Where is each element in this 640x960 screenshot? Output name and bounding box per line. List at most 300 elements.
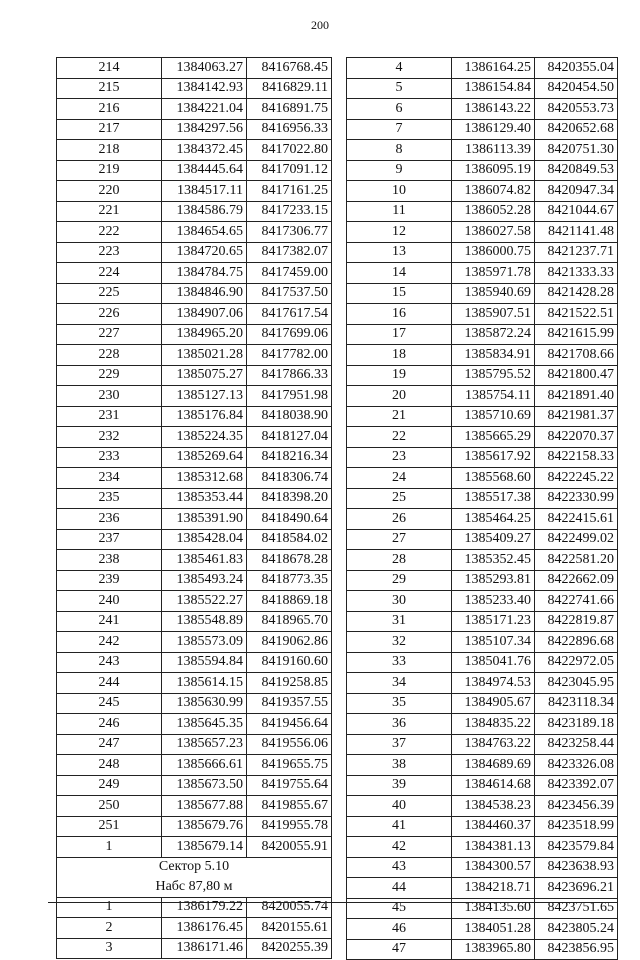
- coordinates-block-lower: [57, 897, 332, 959]
- coord-y: 8422896.68: [535, 632, 618, 653]
- coord-x: 1386027.58: [452, 222, 535, 243]
- point-number: 220: [57, 181, 162, 202]
- point-number: 31: [347, 611, 452, 632]
- table-row: [347, 611, 618, 632]
- point-number: 244: [57, 673, 162, 694]
- coord-x: 1385907.51: [452, 304, 535, 325]
- table-row: [347, 673, 618, 694]
- table-row: [57, 693, 332, 714]
- table-row: [57, 837, 332, 858]
- point-number: 13: [347, 242, 452, 263]
- table-row: [347, 652, 618, 673]
- coord-x: 1384586.79: [162, 201, 247, 222]
- point-number: 6: [347, 99, 452, 120]
- sector-title: Сектор 5.10: [57, 857, 332, 877]
- table-row: [57, 632, 332, 653]
- table-row: [57, 283, 332, 304]
- coord-y: 8423456.39: [535, 796, 618, 817]
- table-row: [347, 755, 618, 776]
- coord-y: 8417699.06: [247, 324, 332, 345]
- point-number: 37: [347, 734, 452, 755]
- coord-x: 1386143.22: [452, 99, 535, 120]
- coord-y: 8420355.04: [535, 58, 618, 79]
- coord-y: 8417459.00: [247, 263, 332, 284]
- coord-y: 8419456.64: [247, 714, 332, 735]
- point-number: 36: [347, 714, 452, 735]
- point-number: 12: [347, 222, 452, 243]
- coord-y: 8422581.20: [535, 550, 618, 571]
- coord-y: 8420055.91: [247, 837, 332, 858]
- coord-y: 8420751.30: [535, 140, 618, 161]
- coord-x: 1385614.15: [162, 673, 247, 694]
- table-row: [347, 386, 618, 407]
- coord-y: 8422415.61: [535, 509, 618, 530]
- table-row: [57, 509, 332, 530]
- point-number: 32: [347, 632, 452, 653]
- table-row: [57, 938, 332, 959]
- coord-y: 8419357.55: [247, 693, 332, 714]
- point-number: 17: [347, 324, 452, 345]
- table-row: [347, 119, 618, 140]
- point-number: 248: [57, 755, 162, 776]
- coord-x: 1384372.45: [162, 140, 247, 161]
- point-number: 224: [57, 263, 162, 284]
- coord-y: 8422158.33: [535, 447, 618, 468]
- table-row: [347, 304, 618, 325]
- coord-y: 8423638.93: [535, 857, 618, 878]
- table-row: [57, 365, 332, 386]
- sector-height: Набс 87,80 м: [57, 877, 332, 897]
- table-row: [57, 550, 332, 571]
- table-row: [57, 99, 332, 120]
- coord-y: 8417091.12: [247, 160, 332, 181]
- coord-x: 1385353.44: [162, 488, 247, 509]
- point-number: 5: [347, 78, 452, 99]
- table-row: [347, 222, 618, 243]
- table-row: [347, 591, 618, 612]
- point-number: 246: [57, 714, 162, 735]
- point-number: 1: [57, 897, 162, 918]
- point-number: 232: [57, 427, 162, 448]
- table-row: [347, 365, 618, 386]
- point-number: 42: [347, 837, 452, 858]
- point-number: 10: [347, 181, 452, 202]
- table-row: [347, 242, 618, 263]
- coord-y: 8423805.24: [535, 919, 618, 940]
- point-number: 214: [57, 58, 162, 79]
- table-row: [57, 775, 332, 796]
- coord-x: 1384689.69: [452, 755, 535, 776]
- coord-x: 1386171.46: [162, 938, 247, 959]
- table-row: [57, 488, 332, 509]
- table-row: [347, 324, 618, 345]
- coord-y: 8422662.09: [535, 570, 618, 591]
- coord-x: 1385568.60: [452, 468, 535, 489]
- table-row: [57, 304, 332, 325]
- coord-y: 8417866.33: [247, 365, 332, 386]
- coord-x: 1384381.13: [452, 837, 535, 858]
- point-number: 40: [347, 796, 452, 817]
- table-row: [57, 345, 332, 366]
- point-number: 218: [57, 140, 162, 161]
- bottom-rule: [48, 902, 618, 903]
- table-row: [57, 140, 332, 161]
- coord-x: 1384907.06: [162, 304, 247, 325]
- table-row: [57, 447, 332, 468]
- coord-y: 8419160.60: [247, 652, 332, 673]
- coord-y: 8418398.20: [247, 488, 332, 509]
- coord-y: 8421522.51: [535, 304, 618, 325]
- page-number: 200: [311, 18, 329, 32]
- point-number: 22: [347, 427, 452, 448]
- coord-x: 1384538.23: [452, 796, 535, 817]
- point-number: 234: [57, 468, 162, 489]
- point-number: 223: [57, 242, 162, 263]
- sector-header: [57, 857, 332, 897]
- point-number: 221: [57, 201, 162, 222]
- point-number: 4: [347, 58, 452, 79]
- coord-y: 8420947.34: [535, 181, 618, 202]
- table-row: [347, 406, 618, 427]
- coord-x: 1384517.11: [162, 181, 247, 202]
- coord-y: 8417022.80: [247, 140, 332, 161]
- table-row: [57, 591, 332, 612]
- coord-x: 1386176.45: [162, 918, 247, 939]
- coord-x: 1385224.35: [162, 427, 247, 448]
- table-row: [57, 918, 332, 939]
- coord-x: 1384846.90: [162, 283, 247, 304]
- table-row: [57, 714, 332, 735]
- table-row: [57, 324, 332, 345]
- coord-x: 1386154.84: [452, 78, 535, 99]
- coord-x: 1384221.04: [162, 99, 247, 120]
- coord-y: 8417161.25: [247, 181, 332, 202]
- point-number: 34: [347, 673, 452, 694]
- point-number: 241: [57, 611, 162, 632]
- coordinates-table-right: [346, 57, 618, 960]
- coord-x: 1385409.27: [452, 529, 535, 550]
- table-row: [57, 242, 332, 263]
- coord-x: 1384460.37: [452, 816, 535, 837]
- coord-x: 1385293.81: [452, 570, 535, 591]
- coord-x: 1385548.89: [162, 611, 247, 632]
- table-row: [57, 796, 332, 817]
- coord-x: 1386052.28: [452, 201, 535, 222]
- point-number: 19: [347, 365, 452, 386]
- table-row: [347, 78, 618, 99]
- table-row: [57, 673, 332, 694]
- coord-x: 1385872.24: [452, 324, 535, 345]
- table-row: [57, 734, 332, 755]
- coord-x: 1385269.64: [162, 447, 247, 468]
- point-number: 250: [57, 796, 162, 817]
- point-number: 239: [57, 570, 162, 591]
- coord-y: 8421708.66: [535, 345, 618, 366]
- point-number: 46: [347, 919, 452, 940]
- point-number: 15: [347, 283, 452, 304]
- coord-x: 1385428.04: [162, 529, 247, 550]
- coord-y: 8422499.02: [535, 529, 618, 550]
- coord-y: 8418216.34: [247, 447, 332, 468]
- table-row: [347, 919, 618, 940]
- coord-x: 1385971.78: [452, 263, 535, 284]
- table-row: [347, 857, 618, 878]
- table-row: [57, 119, 332, 140]
- coord-y: 8419655.75: [247, 755, 332, 776]
- table-row: [347, 201, 618, 222]
- table-row: [347, 632, 618, 653]
- point-number: 217: [57, 119, 162, 140]
- coord-y: 8417951.98: [247, 386, 332, 407]
- point-number: 231: [57, 406, 162, 427]
- coord-x: 1385754.11: [452, 386, 535, 407]
- coord-y: 8418306.74: [247, 468, 332, 489]
- coord-y: 8422245.22: [535, 468, 618, 489]
- coord-x: 1384784.75: [162, 263, 247, 284]
- coord-y: 8419258.85: [247, 673, 332, 694]
- table-row: [347, 99, 618, 120]
- coordinates-table-left: [56, 57, 332, 959]
- coord-x: 1385710.69: [452, 406, 535, 427]
- coord-x: 1386074.82: [452, 181, 535, 202]
- coord-y: 8420454.50: [535, 78, 618, 99]
- point-number: 236: [57, 509, 162, 530]
- table-row: [57, 58, 332, 79]
- coord-x: 1384218.71: [452, 878, 535, 899]
- point-number: 3: [57, 938, 162, 959]
- point-number: 235: [57, 488, 162, 509]
- coord-x: 1385517.38: [452, 488, 535, 509]
- point-number: 240: [57, 591, 162, 612]
- coord-x: 1384051.28: [452, 919, 535, 940]
- coord-y: 8423579.84: [535, 837, 618, 858]
- coord-x: 1384142.93: [162, 78, 247, 99]
- point-number: 243: [57, 652, 162, 673]
- coord-y: 8418773.35: [247, 570, 332, 591]
- point-number: 225: [57, 283, 162, 304]
- coord-y: 8418869.18: [247, 591, 332, 612]
- point-number: 2: [57, 918, 162, 939]
- point-number: 247: [57, 734, 162, 755]
- coord-y: 8422972.05: [535, 652, 618, 673]
- point-number: 27: [347, 529, 452, 550]
- coord-y: 8423118.34: [535, 693, 618, 714]
- point-number: 39: [347, 775, 452, 796]
- table-row: [57, 755, 332, 776]
- coord-y: 8423258.44: [535, 734, 618, 755]
- coord-y: 8423326.08: [535, 755, 618, 776]
- coord-y: 8422741.66: [535, 591, 618, 612]
- coord-y: 8423856.95: [535, 939, 618, 960]
- coord-x: 1386129.40: [452, 119, 535, 140]
- table-row: [57, 78, 332, 99]
- coord-y: 8418127.04: [247, 427, 332, 448]
- coord-y: 8421615.99: [535, 324, 618, 345]
- point-number: 222: [57, 222, 162, 243]
- point-number: 29: [347, 570, 452, 591]
- coordinates-block-right: [347, 58, 618, 960]
- table-row: [347, 283, 618, 304]
- table-row: [57, 263, 332, 284]
- table-row: [57, 611, 332, 632]
- coord-y: 8420055.74: [247, 897, 332, 918]
- coord-y: 8418965.70: [247, 611, 332, 632]
- coord-y: 8417233.15: [247, 201, 332, 222]
- table-row: [347, 345, 618, 366]
- coord-x: 1385075.27: [162, 365, 247, 386]
- point-number: 7: [347, 119, 452, 140]
- point-number: 227: [57, 324, 162, 345]
- point-number: 216: [57, 99, 162, 120]
- table-row: [347, 734, 618, 755]
- table-row: [347, 529, 618, 550]
- point-number: 44: [347, 878, 452, 899]
- table-row: [347, 816, 618, 837]
- coord-y: 8423045.95: [535, 673, 618, 694]
- coord-y: 8418490.64: [247, 509, 332, 530]
- coord-x: 1384654.65: [162, 222, 247, 243]
- coord-x: 1385107.34: [452, 632, 535, 653]
- point-number: 18: [347, 345, 452, 366]
- point-number: 229: [57, 365, 162, 386]
- coord-x: 1386179.22: [162, 897, 247, 918]
- table-row: [347, 693, 618, 714]
- table-row: [347, 939, 618, 960]
- point-number: 35: [347, 693, 452, 714]
- coord-x: 1385041.76: [452, 652, 535, 673]
- point-number: 9: [347, 160, 452, 181]
- coord-x: 1385666.61: [162, 755, 247, 776]
- table-row: [57, 427, 332, 448]
- coord-y: 8421891.40: [535, 386, 618, 407]
- coord-x: 1385679.14: [162, 837, 247, 858]
- coord-x: 1385171.23: [452, 611, 535, 632]
- coord-x: 1386113.39: [452, 140, 535, 161]
- table-row: [347, 796, 618, 817]
- point-number: 26: [347, 509, 452, 530]
- coord-x: 1385617.92: [452, 447, 535, 468]
- coord-x: 1385645.35: [162, 714, 247, 735]
- point-number: 228: [57, 345, 162, 366]
- table-row: [347, 714, 618, 735]
- point-number: 11: [347, 201, 452, 222]
- coord-y: 8423518.99: [535, 816, 618, 837]
- point-number: 238: [57, 550, 162, 571]
- table-row: [57, 468, 332, 489]
- point-number: 237: [57, 529, 162, 550]
- point-number: 251: [57, 816, 162, 837]
- table-row: [347, 58, 618, 79]
- coord-y: 8419062.86: [247, 632, 332, 653]
- point-number: 1: [57, 837, 162, 858]
- coord-y: 8417382.07: [247, 242, 332, 263]
- coord-x: 1384965.20: [162, 324, 247, 345]
- point-number: 25: [347, 488, 452, 509]
- coord-x: 1384905.67: [452, 693, 535, 714]
- point-number: 230: [57, 386, 162, 407]
- point-number: 45: [347, 898, 452, 919]
- coord-y: 8416956.33: [247, 119, 332, 140]
- coord-y: 8418678.28: [247, 550, 332, 571]
- point-number: 21: [347, 406, 452, 427]
- table-row: [57, 406, 332, 427]
- coord-x: 1385522.27: [162, 591, 247, 612]
- point-number: 14: [347, 263, 452, 284]
- point-number: 47: [347, 939, 452, 960]
- coord-y: 8420255.39: [247, 938, 332, 959]
- coord-x: 1384300.57: [452, 857, 535, 878]
- coord-y: 8423392.07: [535, 775, 618, 796]
- coord-x: 1384297.56: [162, 119, 247, 140]
- coord-x: 1385677.88: [162, 796, 247, 817]
- coord-y: 8421981.37: [535, 406, 618, 427]
- table-row: [347, 468, 618, 489]
- table-row: [347, 447, 618, 468]
- coord-x: 1384763.22: [452, 734, 535, 755]
- table-row: [57, 201, 332, 222]
- coord-y: 8416768.45: [247, 58, 332, 79]
- coord-y: 8419855.67: [247, 796, 332, 817]
- coord-y: 8420652.68: [535, 119, 618, 140]
- coord-x: 1385127.13: [162, 386, 247, 407]
- coord-x: 1385312.68: [162, 468, 247, 489]
- coord-y: 8416829.11: [247, 78, 332, 99]
- point-number: 24: [347, 468, 452, 489]
- point-number: 226: [57, 304, 162, 325]
- coord-x: 1385021.28: [162, 345, 247, 366]
- coord-x: 1385464.25: [452, 509, 535, 530]
- coord-x: 1385391.90: [162, 509, 247, 530]
- coord-x: 1385679.76: [162, 816, 247, 837]
- table-row: [57, 386, 332, 407]
- point-number: 233: [57, 447, 162, 468]
- table-row: [347, 550, 618, 571]
- coord-x: 1385657.23: [162, 734, 247, 755]
- coord-x: 1384614.68: [452, 775, 535, 796]
- coord-y: 8416891.75: [247, 99, 332, 120]
- table-row: [347, 263, 618, 284]
- coord-y: 8421141.48: [535, 222, 618, 243]
- coord-x: 1385940.69: [452, 283, 535, 304]
- coord-y: 8423189.18: [535, 714, 618, 735]
- coord-x: 1384445.64: [162, 160, 247, 181]
- point-number: 20: [347, 386, 452, 407]
- point-number: 249: [57, 775, 162, 796]
- table-row: [347, 570, 618, 591]
- coord-y: 8421044.67: [535, 201, 618, 222]
- table-row: [57, 816, 332, 837]
- coord-x: 1385795.52: [452, 365, 535, 386]
- coord-x: 1385352.45: [452, 550, 535, 571]
- coord-y: 8421800.47: [535, 365, 618, 386]
- table-row: [347, 775, 618, 796]
- coord-x: 1383965.80: [452, 939, 535, 960]
- coord-x: 1385573.09: [162, 632, 247, 653]
- coord-x: 1385493.24: [162, 570, 247, 591]
- coord-y: 8422819.87: [535, 611, 618, 632]
- coord-x: 1385594.84: [162, 652, 247, 673]
- coord-y: 8421237.71: [535, 242, 618, 263]
- coord-x: 1386000.75: [452, 242, 535, 263]
- coord-y: 8418584.02: [247, 529, 332, 550]
- point-number: 28: [347, 550, 452, 571]
- point-number: 41: [347, 816, 452, 837]
- coord-y: 8420849.53: [535, 160, 618, 181]
- table-row: [347, 509, 618, 530]
- table-row: [347, 878, 618, 899]
- table-row: [57, 897, 332, 918]
- coord-x: 1386095.19: [452, 160, 535, 181]
